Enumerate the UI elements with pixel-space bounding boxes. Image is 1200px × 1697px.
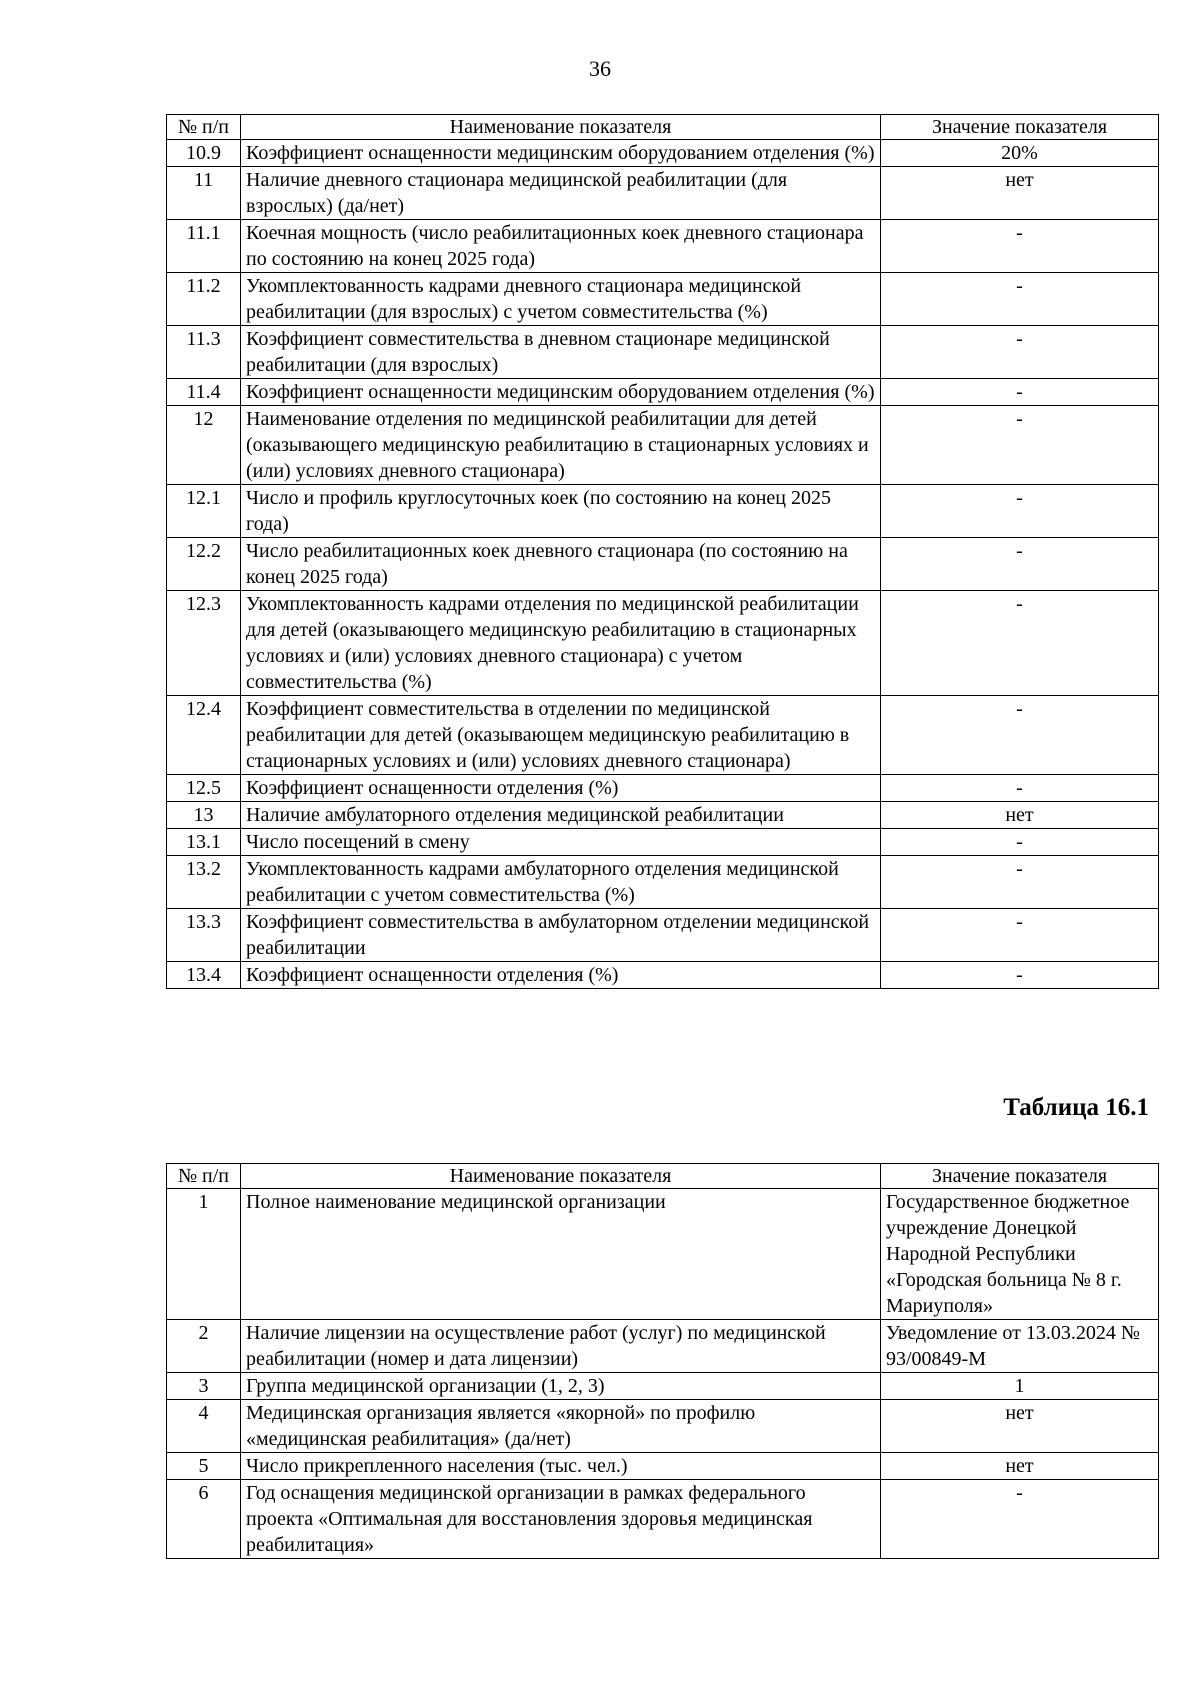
row-num: 12.1	[167, 485, 241, 538]
organization-table	[166, 1163, 1159, 1559]
row-value: Государственное бюджетное учреждение Донецкой Народной Республики «Городская больница № 8 г. Мариуполя»	[881, 1189, 1159, 1320]
table-row	[167, 775, 1159, 802]
row-name: Наименование отделения по медицинской реабилитации для детей (оказывающего медицинскую реабилитацию в стационарных условиях и (или) условиях дневного стационара)	[241, 406, 881, 485]
row-value: -	[881, 485, 1159, 538]
row-value: -	[881, 538, 1159, 591]
row-num: 13.3	[167, 909, 241, 962]
row-name: Коэффициент совместительства в дневном стационаре медицинской реабилитации (для взрослых)	[241, 326, 881, 379]
row-value: нет	[881, 1453, 1159, 1480]
row-name: Год оснащения медицинской организации в рамках федерального проекта «Оптимальная для восстановления здоровья медицинская реабилитация»	[241, 1480, 881, 1559]
table-row	[167, 1373, 1159, 1400]
row-num: 11.2	[167, 273, 241, 326]
row-num: 6	[167, 1480, 241, 1559]
table-header-row	[167, 1164, 1159, 1189]
row-name: Группа медицинской организации (1, 2, 3)	[241, 1373, 881, 1400]
row-value: 1	[881, 1373, 1159, 1400]
row-name: Укомплектованность кадрами амбулаторного отделения медицинской реабилитации с учетом совместительства (%)	[241, 856, 881, 909]
table-row	[167, 379, 1159, 406]
row-num: 11	[167, 167, 241, 220]
header-value: Значение показателя	[881, 115, 1159, 140]
row-num: 12.2	[167, 538, 241, 591]
row-name: Коэффициент оснащенности медицинским оборудованием отделения (%)	[241, 140, 881, 167]
table-row	[167, 220, 1159, 273]
row-value: нет	[881, 167, 1159, 220]
table-row	[167, 591, 1159, 696]
table-row	[167, 326, 1159, 379]
row-num: 11.4	[167, 379, 241, 406]
row-value: -	[881, 220, 1159, 273]
row-name: Коэффициент оснащенности отделения (%)	[241, 962, 881, 989]
row-name: Наличие амбулаторного отделения медицинской реабилитации	[241, 802, 881, 829]
row-num: 4	[167, 1400, 241, 1453]
table-row	[167, 802, 1159, 829]
row-value: -	[881, 829, 1159, 856]
table-row	[167, 909, 1159, 962]
table-row	[167, 1320, 1159, 1373]
row-value: -	[881, 962, 1159, 989]
table-row	[167, 1400, 1159, 1453]
header-value: Значение показателя	[881, 1164, 1159, 1189]
row-value: -	[881, 591, 1159, 696]
row-name: Число посещений в смену	[241, 829, 881, 856]
row-num: 11.1	[167, 220, 241, 273]
row-name: Наличие дневного стационара медицинской реабилитации (для взрослых) (да/нет)	[241, 167, 881, 220]
row-name: Число реабилитационных коек дневного стационара (по состоянию на конец 2025 года)	[241, 538, 881, 591]
row-name: Коэффициент совместительства в отделении по медицинской реабилитации для детей (оказывающем медицинскую реабилитацию в стационарных условиях и (или) условиях дневного стационара)	[241, 696, 881, 775]
page-number: 36	[589, 56, 611, 81]
row-num: 5	[167, 1453, 241, 1480]
indicators-table	[166, 114, 1159, 989]
row-num: 12	[167, 406, 241, 485]
row-num: 12.3	[167, 591, 241, 696]
header-name: Наименование показателя	[241, 115, 881, 140]
row-num: 2	[167, 1320, 241, 1373]
row-value: -	[881, 379, 1159, 406]
row-value: -	[881, 775, 1159, 802]
row-num: 12.5	[167, 775, 241, 802]
row-num: 13.2	[167, 856, 241, 909]
row-name: Коэффициент совместительства в амбулаторном отделении медицинской реабилитации	[241, 909, 881, 962]
table-row	[167, 962, 1159, 989]
header-num: № п/п	[167, 115, 241, 140]
table-row	[167, 273, 1159, 326]
row-num: 13	[167, 802, 241, 829]
row-name: Число и профиль круглосуточных коек (по состоянию на конец 2025 года)	[241, 485, 881, 538]
row-name: Коэффициент оснащенности отделения (%)	[241, 775, 881, 802]
row-name: Медицинская организация является «якорной» по профилю «медицинская реабилитация» (да/нет)	[241, 1400, 881, 1453]
table-row	[167, 696, 1159, 775]
row-value: -	[881, 696, 1159, 775]
row-value: -	[881, 1480, 1159, 1559]
row-value: -	[881, 856, 1159, 909]
row-num: 11.3	[167, 326, 241, 379]
row-num: 10.9	[167, 140, 241, 167]
table-row	[167, 856, 1159, 909]
table-row	[167, 1480, 1159, 1559]
table-row	[167, 140, 1159, 167]
row-value: -	[881, 326, 1159, 379]
row-value: Уведомление от 13.03.2024 № 93/00849-М	[881, 1320, 1159, 1373]
row-num: 3	[167, 1373, 241, 1400]
header-num: № п/п	[167, 1164, 241, 1189]
table-row	[167, 485, 1159, 538]
row-num: 1	[167, 1189, 241, 1320]
row-name: Коечная мощность (число реабилитационных коек дневного стационара по состоянию на конец 2025 года)	[241, 220, 881, 273]
row-num: 13.1	[167, 829, 241, 856]
row-name: Укомплектованность кадрами дневного стационара медицинской реабилитации (для взрослых) с учетом совместительства (%)	[241, 273, 881, 326]
row-value: нет	[881, 1400, 1159, 1453]
row-name: Наличие лицензии на осуществление работ (услуг) по медицинской реабилитации (номер и дата лицензии)	[241, 1320, 881, 1373]
row-value: -	[881, 909, 1159, 962]
row-num: 12.4	[167, 696, 241, 775]
table-header-row	[167, 115, 1159, 140]
table-row	[167, 406, 1159, 485]
table-row	[167, 538, 1159, 591]
row-name: Коэффициент оснащенности медицинским оборудованием отделения (%)	[241, 379, 881, 406]
table-row	[167, 1453, 1159, 1480]
row-value: -	[881, 273, 1159, 326]
row-value: нет	[881, 802, 1159, 829]
row-value: 20%	[881, 140, 1159, 167]
table-row	[167, 829, 1159, 856]
row-name: Число прикрепленного населения (тыс. чел.)	[241, 1453, 881, 1480]
header-name: Наименование показателя	[241, 1164, 881, 1189]
table-row	[167, 1189, 1159, 1320]
row-name: Укомплектованность кадрами отделения по медицинской реабилитации для детей (оказывающего медицинскую реабилитацию в стационарных условиях и (или) условиях дневного стационара) с учетом совместительства (%)	[241, 591, 881, 696]
row-value: -	[881, 406, 1159, 485]
table-caption: Таблица 16.1	[1003, 1094, 1149, 1121]
table-row	[167, 167, 1159, 220]
row-num: 13.4	[167, 962, 241, 989]
row-name: Полное наименование медицинской организации	[241, 1189, 881, 1320]
